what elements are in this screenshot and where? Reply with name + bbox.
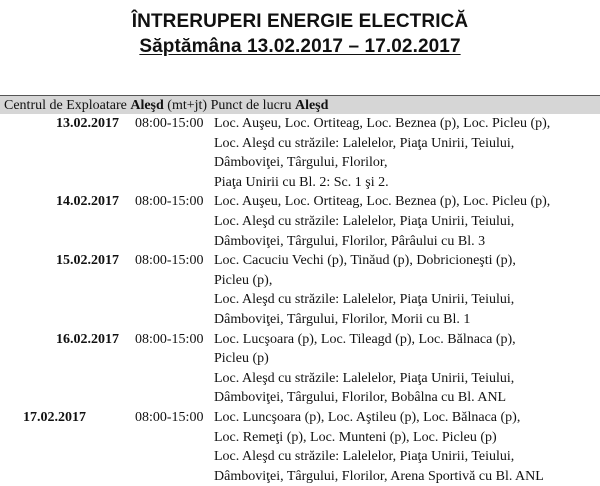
- location-line: Loc. Aleşd cu străzile: Lalelelor, Piaţa Unirii, Teiului,: [214, 213, 515, 229]
- outage-date: 13.02.2017: [56, 116, 119, 131]
- work-point-name: Aleşd: [294, 98, 329, 113]
- outage-locations: [214, 192, 600, 251]
- outage-locations: [214, 251, 600, 329]
- location-line: Loc. Cacuciu Vechi (p), Tinăud (p), Dobricioneşti (p),: [214, 253, 516, 269]
- outage-date: 16.02.2017: [56, 331, 119, 347]
- location-line: Picleu (p): [214, 351, 269, 367]
- location-line: Loc. Auşeu, Loc. Ortiteag, Loc. Beznea (p), Loc. Picleu (p),: [214, 194, 551, 210]
- centre-name: Aleşd: [130, 98, 164, 113]
- outage-hours: 08:00-15:00: [135, 331, 204, 347]
- outage-date: 15.02.2017: [56, 253, 119, 269]
- location-line: Dâmboviţei, Târgului, Florilor,: [214, 155, 388, 171]
- outage-entry: [0, 408, 600, 486]
- page-title: ÎNTRERUPERI ENERGIE ELECTRICĂ: [131, 11, 469, 32]
- centre-middle: (mt+jt) Punct de lucru: [163, 98, 295, 113]
- location-line: Loc. Aleşd cu străzile: Lalelelor, Piaţa Unirii, Teiului,: [214, 135, 515, 151]
- location-line: Dâmboviţei, Târgului, Florilor, Morii cu Bl. 1: [214, 311, 471, 327]
- location-line: Loc. Aleşd cu străzile: Lalelelor, Piaţa Unirii, Teiului,: [214, 370, 515, 386]
- outage-hours: 08:00-15:00: [135, 116, 204, 131]
- outage-locations: [214, 408, 600, 486]
- outage-entry: [0, 192, 600, 251]
- location-line: Piaţa Unirii cu Bl. 2: Sc. 1 şi 2.: [214, 174, 389, 190]
- outage-date: 17.02.2017: [23, 409, 86, 425]
- location-line: Loc. Aleşd cu străzile: Lalelelor, Piaţa Unirii, Teiului,: [214, 449, 515, 465]
- centre-prefix: Centrul de Exploatare: [4, 98, 131, 113]
- outage-locations: [214, 114, 600, 192]
- outage-hours: 08:00-15:00: [135, 253, 204, 269]
- location-line: Loc. Auşeu, Loc. Ortiteag, Loc. Beznea (p), Loc. Picleu (p),: [214, 116, 551, 131]
- location-line: Loc. Lucşoara (p), Loc. Tileagd (p), Loc. Bălnaca (p),: [214, 331, 516, 347]
- week-subtitle: Săptămâna 13.02.2017 – 17.02.2017: [139, 36, 461, 57]
- outage-list: [0, 114, 600, 486]
- location-line: Dâmboviţei, Târgului, Florilor, Arena Sportivă cu Bl. ANL: [214, 468, 544, 484]
- location-line: Dâmboviţei, Târgului, Florilor, Pârâului cu Bl. 3: [214, 233, 486, 249]
- centre-header-bar: [0, 95, 600, 114]
- outage-locations: [214, 330, 600, 408]
- location-line: Picleu (p),: [214, 272, 273, 288]
- location-line: Loc. Luncşoara (p), Loc. Aştileu (p), Loc. Bălnaca (p),: [214, 409, 521, 425]
- location-line: Dâmboviţei, Târgului, Florilor, Bobâlna cu Bl. ANL: [214, 390, 507, 406]
- location-line: Loc. Remeţi (p), Loc. Munteni (p), Loc. Picleu (p): [214, 429, 497, 445]
- outage-entry: [0, 251, 600, 329]
- outage-entry: [0, 330, 600, 408]
- location-line: Loc. Aleşd cu străzile: Lalelelor, Piaţa Unirii, Teiului,: [214, 292, 515, 308]
- outage-hours: 08:00-15:00: [135, 194, 204, 210]
- outage-date: 14.02.2017: [56, 194, 119, 210]
- outage-hours: 08:00-15:00: [135, 409, 204, 425]
- outage-entry: [0, 114, 600, 192]
